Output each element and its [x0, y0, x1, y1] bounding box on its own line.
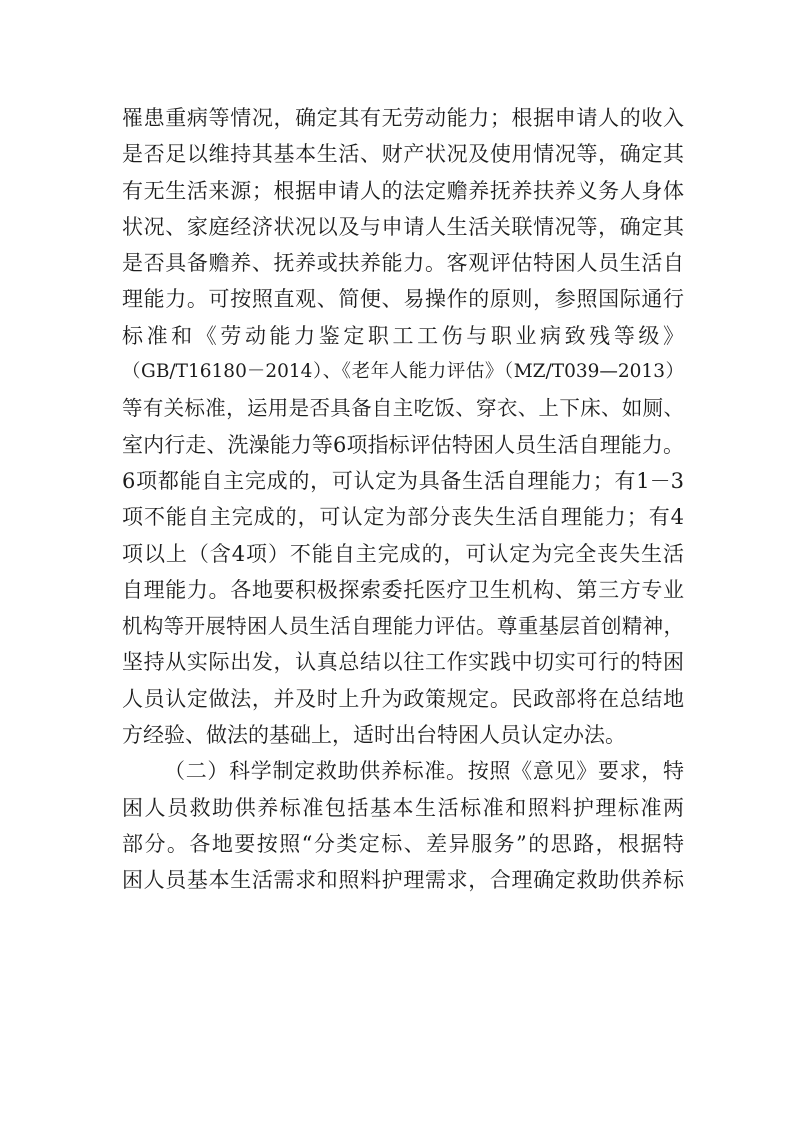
text-line: 项以上（含4项）不能自主完成的，可认定为完全丧失生活 [122, 541, 684, 566]
text-line: 人员认定做法，并及时上升为政策规定。民政部将在总结地 [122, 686, 684, 711]
text-line: 罹患重病等情况，确定其有无劳动能力；根据申请人的收入 [122, 106, 684, 130]
paragraph-end-line: 方经验、做法的基础上，适时出台特困人员认定办法。 [122, 723, 626, 748]
text-line: 6项都能自主完成的，可认定为具备生活自理能力；有1－3 [122, 468, 684, 493]
text-line: 困人员基本生活需求和照料护理需求，合理确定救助供养标 [122, 868, 684, 893]
text-line: （GB/T16180－2014）、《老年人能力评估》（MZ/T039—2013） [122, 361, 684, 383]
text-line: 部分。各地要按照“分类定标、差异服务”的思路，根据特 [122, 831, 684, 856]
body-text [122, 100, 684, 899]
text-line: 是否足以维持其基本生活、财产状况及使用情况等，确定其 [122, 142, 684, 167]
text-line: 理能力。可按照直观、简便、易操作的原则，参照国际通行 [122, 287, 684, 312]
text-line: 等有关标准，运用是否具备自主吃饭、穿衣、上下床、如厕、 [122, 396, 684, 421]
section-heading-line: （二）科学制定救助供养标准。按照《意见》要求，特 [164, 759, 684, 784]
text-line: 机构等开展特困人员生活自理能力评估。尊重基层首创精神， [122, 614, 684, 639]
text-line: 有无生活来源；根据申请人的法定赡养抚养扶养义务人身体 [122, 178, 684, 203]
text-line: 室内行走、洗澡能力等6项指标评估特困人员生活自理能力。 [122, 432, 684, 457]
text-line: 状况、家庭经济状况以及与申请人生活关联情况等，确定其 [122, 214, 684, 239]
text-line: 标准和《劳动能力鉴定职工工伤与职业病致残等级》 [122, 323, 684, 348]
text-line: 困人员救助供养标准包括基本生活标准和照料护理标准两 [122, 795, 684, 820]
text-line: 坚持从实际出发，认真总结以往工作实践中切实可行的特困 [122, 650, 684, 675]
text-line: 项不能自主完成的，可认定为部分丧失生活自理能力；有4 [122, 505, 684, 530]
text-line: 自理能力。各地要积极探索委托医疗卫生机构、第三方专业 [122, 577, 684, 602]
text-line: 是否具备赡养、抚养或扶养能力。客观评估特困人员生活自 [122, 251, 684, 276]
